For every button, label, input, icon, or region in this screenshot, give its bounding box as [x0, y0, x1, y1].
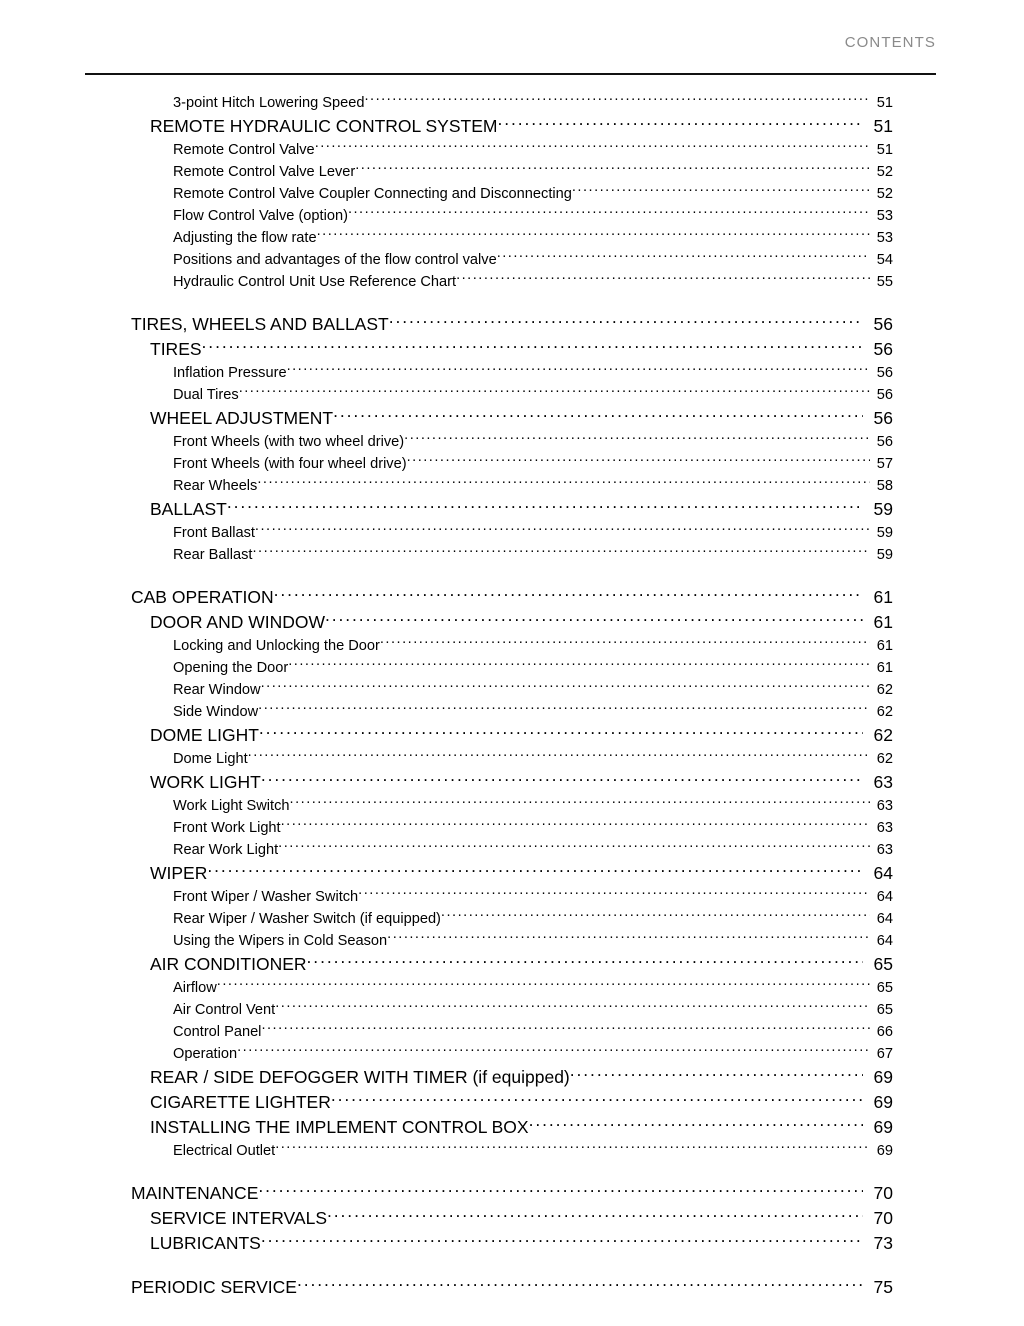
toc-entry-label: Front Ballast: [173, 525, 255, 541]
toc-entry-page-number: 64: [876, 911, 893, 927]
toc-entry-page-number: 65: [876, 980, 893, 996]
toc-entry-label: Front Wheels (with two wheel drive): [173, 434, 405, 450]
toc-entry-label: Opening the Door: [173, 660, 289, 676]
toc-entry[interactable]: [0, 817, 1024, 839]
toc-dot-leader: [261, 1021, 870, 1036]
toc-entry-page-number: 64: [876, 889, 893, 905]
toc-dot-leader: [529, 1116, 863, 1134]
toc-entry-label: Adjusting the flow rate: [173, 230, 317, 246]
toc-entry[interactable]: [0, 748, 1024, 770]
toc-entry-page-number: 63: [873, 772, 893, 792]
toc-entry[interactable]: [0, 522, 1024, 544]
toc-dot-leader: [278, 839, 870, 854]
toc-entry-label: 3-point Hitch Lowering Speed: [173, 95, 365, 111]
toc-dot-leader: [358, 886, 870, 901]
toc-dot-leader: [497, 115, 863, 133]
toc-dot-leader: [387, 930, 870, 945]
toc-entry[interactable]: [0, 1140, 1024, 1162]
toc-entry[interactable]: [0, 610, 1024, 635]
toc-entry[interactable]: [0, 839, 1024, 861]
toc-dot-leader: [288, 657, 870, 672]
toc-dot-leader: [281, 817, 870, 832]
toc-entry[interactable]: [0, 1115, 1024, 1140]
toc-entry-label: Rear Work Light: [173, 842, 279, 858]
toc-entry[interactable]: [0, 723, 1024, 748]
toc-entry-page-number: 62: [876, 682, 893, 698]
toc-dot-leader: [207, 862, 863, 880]
toc-entry-label: Operation: [173, 1046, 238, 1062]
toc-entry-page-number: 62: [876, 704, 893, 720]
toc-entry-page-number: 52: [876, 164, 893, 180]
toc-entry-label: Positions and advantages of the flow control valve: [173, 252, 497, 268]
toc-entry-page-number: 69: [873, 1092, 893, 1112]
toc-entry[interactable]: [0, 861, 1024, 886]
toc-entry[interactable]: [0, 544, 1024, 566]
toc-dot-leader: [261, 1232, 863, 1250]
toc-entry[interactable]: [0, 92, 1024, 114]
toc-dot-leader: [202, 338, 863, 356]
toc-entry[interactable]: [0, 679, 1024, 701]
toc-dot-leader: [497, 249, 870, 264]
toc-entry-page-number: 66: [876, 1024, 893, 1040]
toc-entry-page-number: 58: [876, 478, 893, 494]
toc-entry-label: Front Work Light: [173, 820, 281, 836]
toc-dot-leader: [348, 205, 870, 220]
toc-entry-label: Rear Ballast: [173, 547, 253, 563]
toc-entry-label: Locking and Unlocking the Door: [173, 638, 380, 654]
toc-entry-label: Remote Control Valve: [173, 142, 315, 158]
toc-entry-label: Rear Wheels: [173, 478, 258, 494]
toc-entry[interactable]: [0, 161, 1024, 183]
toc-entry-page-number: 69: [873, 1067, 893, 1087]
toc-entry-label: CIGARETTE LIGHTER: [150, 1092, 331, 1112]
toc-entry[interactable]: [0, 1021, 1024, 1043]
toc-entry-page-number: 59: [876, 547, 893, 563]
toc-entry-label: TIRES: [150, 339, 202, 359]
toc-entry-label: Airflow: [173, 980, 217, 996]
toc-entry-label: Rear Wiper / Washer Switch (if equipped): [173, 911, 441, 927]
toc-entry-page-number: 59: [873, 499, 893, 519]
toc-entry-page-number: 67: [876, 1046, 893, 1062]
toc-dot-leader: [327, 1207, 863, 1225]
toc-entry-label: Work Light Switch: [173, 798, 290, 814]
toc-entry[interactable]: [0, 312, 1024, 337]
toc-dot-leader: [315, 139, 870, 154]
toc-dot-leader: [261, 771, 863, 789]
page-header: [85, 34, 936, 52]
toc-entry[interactable]: [0, 406, 1024, 431]
toc-entry-page-number: 75: [873, 1277, 893, 1297]
toc-dot-leader: [237, 1043, 870, 1058]
toc-dot-leader: [404, 431, 870, 446]
toc-entry-page-number: 64: [873, 863, 893, 883]
toc-dot-leader: [290, 795, 870, 810]
toc-entry-page-number: 51: [876, 142, 893, 158]
toc-entry-page-number: 70: [873, 1208, 893, 1228]
toc-entry[interactable]: [0, 952, 1024, 977]
toc-entry-label: WORK LIGHT: [150, 772, 261, 792]
toc-entry-label: WHEEL ADJUSTMENT: [150, 408, 334, 428]
toc-entry-label: INSTALLING THE IMPLEMENT CONTROL BOX: [150, 1117, 529, 1137]
toc-entry[interactable]: [0, 1231, 1024, 1256]
toc-entry-page-number: 63: [876, 820, 893, 836]
toc-entry-page-number: 51: [873, 116, 893, 136]
toc-entry-page-number: 56: [873, 339, 893, 359]
toc-dot-leader: [275, 1140, 870, 1155]
toc-dot-leader: [331, 1091, 863, 1109]
toc-dot-leader: [572, 183, 870, 198]
toc-entry-label: DOME LIGHT: [150, 725, 259, 745]
toc-entry-label: CAB OPERATION: [131, 587, 274, 607]
toc-entry-label: DOOR AND WINDOW: [150, 612, 325, 632]
toc-entry[interactable]: [0, 139, 1024, 161]
toc-entry-label: TIRES, WHEELS AND BALLAST: [131, 314, 389, 334]
toc-dot-leader: [380, 635, 870, 650]
toc-dot-leader: [570, 1066, 863, 1084]
toc-dot-leader: [389, 313, 863, 331]
toc-dot-leader: [274, 586, 863, 604]
toc-entry[interactable]: [0, 1181, 1024, 1206]
page-header-title: CONTENTS: [844, 34, 936, 51]
toc-entry-label: Front Wiper / Washer Switch: [173, 889, 359, 905]
toc-dot-leader: [355, 161, 870, 176]
toc-entry[interactable]: [0, 114, 1024, 139]
toc-entry[interactable]: [0, 205, 1024, 227]
toc-entry-page-number: 62: [873, 725, 893, 745]
toc-dot-leader: [255, 522, 870, 537]
toc-dot-leader: [258, 1182, 863, 1200]
toc-entry-label: Flow Control Valve (option): [173, 208, 348, 224]
toc-entry[interactable]: [0, 657, 1024, 679]
toc-entry[interactable]: [0, 635, 1024, 657]
toc-dot-leader: [317, 227, 870, 242]
toc-entry-page-number: 53: [876, 208, 893, 224]
toc-entry[interactable]: [0, 249, 1024, 271]
toc-entry[interactable]: [0, 1090, 1024, 1115]
toc-entry-page-number: 56: [876, 387, 893, 403]
toc-entry-label: SERVICE INTERVALS: [150, 1208, 328, 1228]
toc-entry-page-number: 61: [876, 638, 893, 654]
toc-entry-page-number: 73: [873, 1233, 893, 1253]
toc-entry-page-number: 61: [876, 660, 893, 676]
toc-dot-leader: [275, 999, 870, 1014]
toc-dot-leader: [297, 1276, 863, 1294]
toc-entry-page-number: 56: [876, 365, 893, 381]
toc-entry[interactable]: [0, 585, 1024, 610]
toc-entry-label: Front Wheels (with four wheel drive): [173, 456, 407, 472]
toc-entry[interactable]: [0, 453, 1024, 475]
toc-dot-leader: [364, 92, 870, 107]
toc-entry[interactable]: [0, 1065, 1024, 1090]
toc-entry[interactable]: [0, 497, 1024, 522]
toc-dot-leader: [261, 679, 870, 694]
toc-entry-page-number: 70: [873, 1183, 893, 1203]
toc-entry[interactable]: [0, 999, 1024, 1021]
toc-entry[interactable]: [0, 886, 1024, 908]
table-of-contents: [0, 92, 1024, 1300]
toc-entry-label: Dome Light: [173, 751, 248, 767]
toc-dot-leader: [287, 362, 870, 377]
toc-entry[interactable]: [0, 431, 1024, 453]
toc-entry-label: Remote Control Valve Coupler Connecting and Disconnecting: [173, 186, 572, 202]
toc-entry[interactable]: [0, 795, 1024, 817]
toc-dot-leader: [253, 544, 871, 559]
toc-entry[interactable]: [0, 384, 1024, 406]
toc-entry-label: Control Panel: [173, 1024, 262, 1040]
toc-entry[interactable]: [0, 475, 1024, 497]
toc-entry[interactable]: [0, 183, 1024, 205]
toc-entry[interactable]: [0, 701, 1024, 723]
toc-entry-page-number: 69: [876, 1143, 893, 1159]
toc-dot-leader: [441, 908, 870, 923]
toc-dot-leader: [217, 977, 870, 992]
toc-dot-leader: [456, 271, 870, 286]
toc-dot-leader: [259, 724, 863, 742]
toc-dot-leader: [258, 701, 870, 716]
toc-entry[interactable]: [0, 271, 1024, 293]
toc-entry-page-number: 61: [873, 612, 893, 632]
toc-entry[interactable]: [0, 1275, 1024, 1300]
toc-entry-label: Air Control Vent: [173, 1002, 276, 1018]
toc-entry[interactable]: [0, 337, 1024, 362]
toc-entry-page-number: 65: [873, 954, 893, 974]
toc-entry-label: REAR / SIDE DEFOGGER WITH TIMER (if equipped): [150, 1067, 570, 1087]
toc-entry-page-number: 52: [876, 186, 893, 202]
toc-entry[interactable]: [0, 1043, 1024, 1065]
toc-entry[interactable]: [0, 977, 1024, 999]
toc-entry[interactable]: [0, 1206, 1024, 1231]
toc-dot-leader: [333, 407, 863, 425]
toc-entry-page-number: 59: [876, 525, 893, 541]
toc-entry[interactable]: [0, 770, 1024, 795]
toc-entry-label: Using the Wipers in Cold Season: [173, 933, 388, 949]
toc-entry-page-number: 65: [876, 1002, 893, 1018]
toc-entry-page-number: 61: [873, 587, 893, 607]
toc-dot-leader: [307, 953, 863, 971]
toc-entry-page-number: 63: [876, 842, 893, 858]
toc-dot-leader: [325, 611, 863, 629]
toc-entry-label: WIPER: [150, 863, 208, 883]
toc-entry-page-number: 69: [873, 1117, 893, 1137]
toc-entry-page-number: 55: [876, 274, 893, 290]
toc-entry[interactable]: [0, 908, 1024, 930]
toc-entry-label: Electrical Outlet: [173, 1143, 276, 1159]
toc-entry-page-number: 56: [873, 314, 893, 334]
toc-entry-page-number: 57: [876, 456, 893, 472]
header-divider: [85, 73, 936, 75]
toc-entry-label: REMOTE HYDRAULIC CONTROL SYSTEM: [150, 116, 498, 136]
toc-entry[interactable]: [0, 930, 1024, 952]
toc-entry[interactable]: [0, 227, 1024, 249]
toc-entry-label: Rear Window: [173, 682, 261, 698]
toc-entry-page-number: 64: [876, 933, 893, 949]
toc-entry-page-number: 51: [876, 95, 893, 111]
toc-entry-label: BALLAST: [150, 499, 227, 519]
toc-dot-leader: [248, 748, 870, 763]
toc-entry-label: Inflation Pressure: [173, 365, 287, 381]
toc-entry-label: LUBRICANTS: [150, 1233, 261, 1253]
toc-dot-leader: [257, 475, 870, 490]
toc-dot-leader: [227, 498, 863, 516]
toc-entry-label: MAINTENANCE: [131, 1183, 259, 1203]
toc-entry-label: Remote Control Valve Lever: [173, 164, 356, 180]
toc-entry-label: Dual Tires: [173, 387, 239, 403]
toc-entry-page-number: 53: [876, 230, 893, 246]
toc-dot-leader: [239, 384, 870, 399]
toc-entry-label: AIR CONDITIONER: [150, 954, 307, 974]
toc-entry-page-number: 62: [876, 751, 893, 767]
toc-entry-page-number: 56: [873, 408, 893, 428]
toc-entry[interactable]: [0, 362, 1024, 384]
toc-entry-label: Side Window: [173, 704, 259, 720]
toc-entry-label: Hydraulic Control Unit Use Reference Chart: [173, 274, 457, 290]
toc-entry-page-number: 56: [876, 434, 893, 450]
toc-dot-leader: [407, 453, 870, 468]
toc-entry-page-number: 54: [876, 252, 893, 268]
toc-entry-page-number: 63: [876, 798, 893, 814]
toc-entry-label: PERIODIC SERVICE: [131, 1277, 297, 1297]
